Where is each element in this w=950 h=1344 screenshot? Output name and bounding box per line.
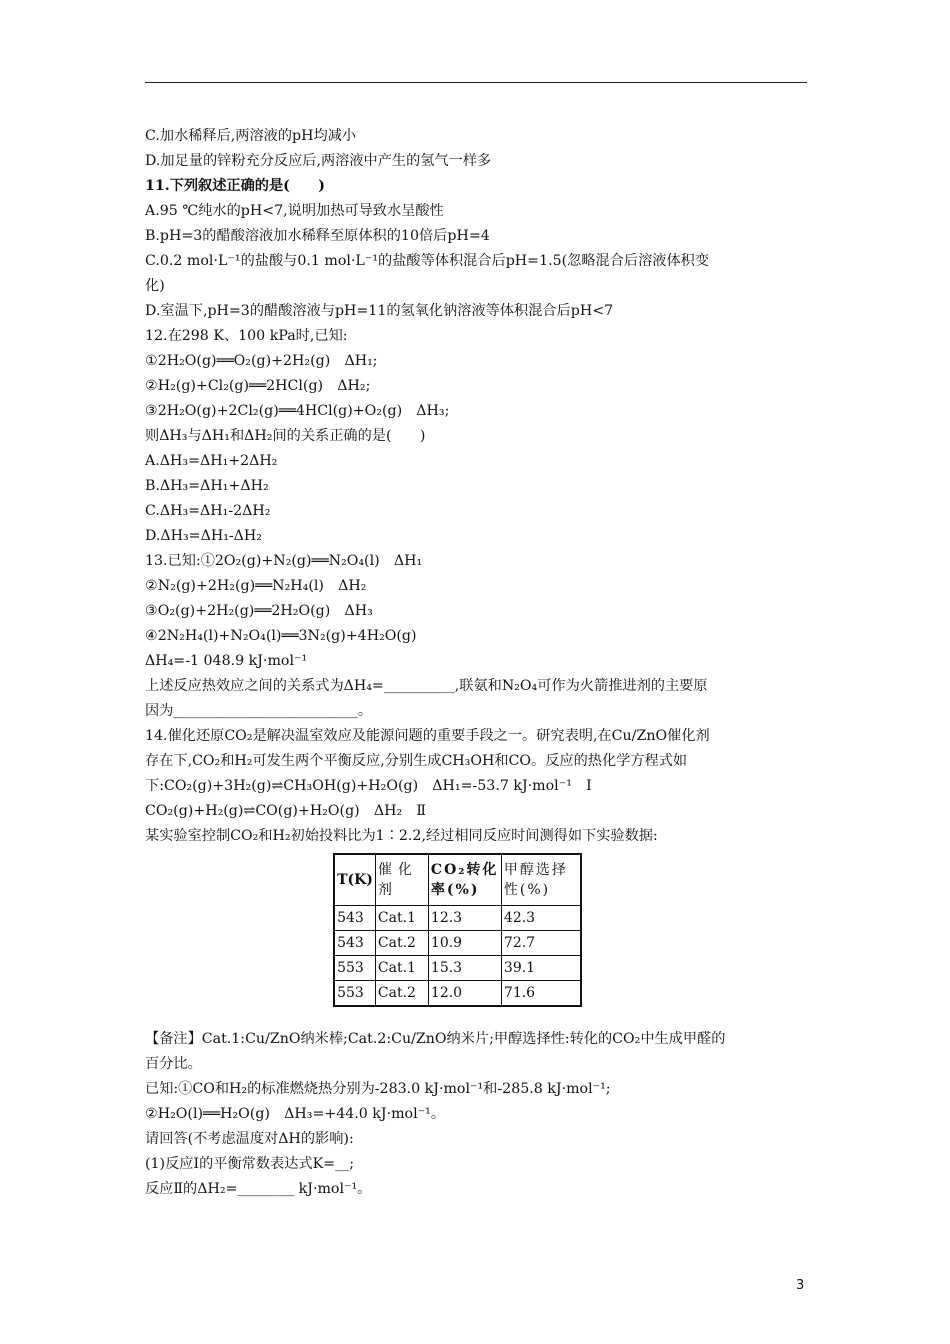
question-12: 12.在298 K、100 kPa时,已知: (145, 328, 348, 344)
cell-selectivity: 71.6 (501, 981, 581, 1007)
question-13: 13.已知:①2O₂(g)+N₂(g)══N₂O₄(l) ΔH₁ (145, 553, 423, 569)
question-12-prompt: 则ΔH₃与ΔH₁和ΔH₂间的关系正确的是( ) (145, 428, 426, 444)
option-12a: A.ΔH₃=ΔH₁+2ΔH₂ (145, 453, 278, 469)
equation-12-1: ①2H₂O(g)══O₂(g)+2H₂(g) ΔH₁; (145, 353, 378, 369)
option-10c: C.加水稀释后,两溶液的pH均减小 (145, 128, 357, 144)
equation-12-3: ③2H₂O(g)+2Cl₂(g)══4HCl(g)+O₂(g) ΔH₃; (145, 403, 450, 419)
cell-temperature: 543 (334, 906, 375, 931)
equation-13-4: ④2N₂H₄(l)+N₂O₄(l)══3N₂(g)+4H₂O(g) (145, 628, 417, 644)
page-content (145, 124, 810, 1202)
equation-13-3: ③O₂(g)+2H₂(g)══2H₂O(g) ΔH₃ (145, 603, 373, 619)
cell-conversion: 12.3 (428, 906, 501, 931)
option-11b: B.pH=3的醋酸溶液加水稀释至原体积的10倍后pH=4 (145, 228, 490, 244)
reaction-2: CO₂(g)+H₂(g)⇌CO(g)+H₂O(g) ΔH₂ Ⅱ (145, 803, 427, 819)
option-10d: D.加足量的锌粉充分反应后,两溶液中产生的氢气一样多 (145, 153, 492, 169)
cell-conversion: 15.3 (428, 956, 501, 981)
option-12b: B.ΔH₃=ΔH₁+ΔH₂ (145, 478, 269, 494)
header-selectivity: 甲醇选择性(%) (501, 854, 581, 906)
cell-catalyst: Cat.1 (375, 906, 428, 931)
known-combustion: 已知:①CO和H₂的标准燃烧热分别为-283.0 kJ·mol⁻¹和-285.8 kJ·mol⁻¹; (145, 1081, 611, 1097)
question-14-cont: 存在下,CO₂和H₂可发生两个平衡反应,分别生成CH₃OH和CO。反应的热化学方程式如 (145, 753, 688, 769)
table-intro: 某实验室控制CO₂和H₂初始投料比为1∶2.2,经过相同反应时间测得如下实验数据: (145, 828, 658, 844)
table-row (334, 981, 581, 1007)
header-rule (145, 82, 807, 83)
known-vaporization: ②H₂O(l)══H₂O(g) ΔH₃=+44.0 kJ·mol⁻¹。 (145, 1106, 446, 1122)
table-row (334, 906, 581, 931)
cell-conversion: 12.0 (428, 981, 501, 1007)
table-header-row (334, 854, 581, 906)
equation-13-4-value: ΔH₄=-1 048.9 kJ·mol⁻¹ (145, 653, 308, 669)
option-12c: C.ΔH₃=ΔH₁-2ΔH₂ (145, 503, 271, 519)
cell-selectivity: 72.7 (501, 931, 581, 956)
option-11d: D.室温下,pH=3的醋酸溶液与pH=11的氢氧化钠溶液等体积混合后pH<7 (145, 303, 614, 319)
cell-conversion: 10.9 (428, 931, 501, 956)
page-number: 3 (796, 1278, 805, 1293)
header-catalyst: 催化剂 (375, 854, 428, 906)
equation-13-2: ②N₂(g)+2H₂(g)══N₂H₄(l) ΔH₂ (145, 578, 367, 594)
note: 【备注】Cat.1:Cu/ZnO纳米棒;Cat.2:Cu/ZnO纳米片;甲醇选择性:转化的CO₂中生成甲醛的 (145, 1031, 726, 1047)
question-11: 11.下列叙述正确的是( ) (145, 178, 325, 194)
question-13-blank-2: 因为__________________________。 (145, 703, 373, 719)
table-row (334, 956, 581, 981)
cell-temperature: 543 (334, 931, 375, 956)
cell-catalyst: Cat.2 (375, 931, 428, 956)
cell-selectivity: 42.3 (501, 906, 581, 931)
question-14: 14.催化还原CO₂是解决温室效应及能源问题的重要手段之一。研究表明,在Cu/ZnO催化剂 (145, 728, 710, 744)
option-12d: D.ΔH₃=ΔH₁-ΔH₂ (145, 528, 262, 544)
cell-selectivity: 39.1 (501, 956, 581, 981)
cell-catalyst: Cat.1 (375, 956, 428, 981)
cell-temperature: 553 (334, 956, 375, 981)
cell-catalyst: Cat.2 (375, 981, 428, 1007)
reaction-1: 下:CO₂(g)+3H₂(g)⇌CH₃OH(g)+H₂O(g) ΔH₁=-53.7 kJ·mol⁻¹ Ⅰ (145, 778, 592, 794)
table-row (334, 931, 581, 956)
sub-question-1-b: 反应Ⅱ的ΔH₂=________ kJ·mol⁻¹。 (145, 1181, 372, 1197)
option-11a: A.95 ℃纯水的pH<7,说明加热可导致水呈酸性 (145, 203, 444, 219)
experiment-data-table (333, 853, 582, 1007)
option-11c-cont: 化) (145, 278, 165, 294)
answer-prompt: 请回答(不考虑温度对ΔH的影响): (145, 1131, 354, 1147)
header-temperature: T(K) (334, 854, 375, 906)
header-conversion: CO₂转化率(%) (428, 854, 501, 906)
option-11c: C.0.2 mol·L⁻¹的盐酸与0.1 mol·L⁻¹的盐酸等体积混合后pH=1.5(忽略混合后溶液体积变 (145, 253, 710, 269)
data-table-wrapper (145, 853, 810, 1007)
note-cont: 百分比。 (145, 1056, 202, 1072)
equation-12-2: ②H₂(g)+Cl₂(g)══2HCl(g) ΔH₂; (145, 378, 371, 394)
sub-question-1: (1)反应Ⅰ的平衡常数表达式K=__; (145, 1156, 355, 1172)
question-13-blank-1: 上述反应热效应之间的关系式为ΔH₄=__________,联氨和N₂O₄可作为火箭推进剂的主要原 (145, 678, 708, 694)
cell-temperature: 553 (334, 981, 375, 1007)
